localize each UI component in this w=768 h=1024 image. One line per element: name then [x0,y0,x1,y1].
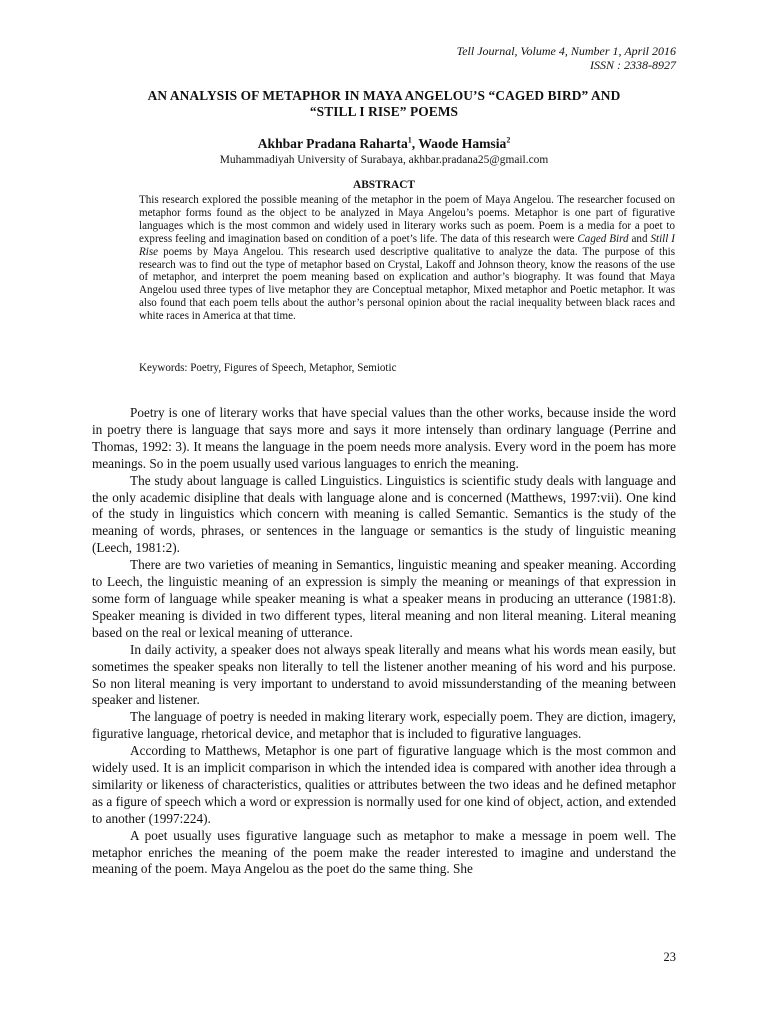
journal-citation: Tell Journal, Volume 4, Number 1, April 2016 [456,44,676,58]
running-header [457,44,676,72]
keywords: Keywords: Poetry, Figures of Speech, Metaphor, Semiotic [139,362,397,374]
title-line-2: “STILL I RISE” POEMS [309,104,459,119]
abstract-heading: ABSTRACT [352,179,416,191]
page-number: 23 [663,950,676,964]
author-list [92,136,676,152]
paragraph: There are two varieties of meaning in Semantics, linguistic meaning and speaker meaning. According to Leech, the linguistic meaning of an expression is simply the meaning or meanings of that expression in some form of language while speaker meaning is what a speaker means in producing an utterance (1981:8). Speaker meaning is divided in two different types, literal meaning and non literal meaning. Literal meaning based on the real or lexical meaning of utterance. [92,557,676,640]
issn: ISSN : 2338-8927 [590,58,676,72]
abstract-poem-title-1: Caged Bird [577,232,629,245]
body-text [92,405,676,878]
author-1: Akhbar Pradana Raharta [257,136,408,151]
title-line-1: AN ANALYSIS OF METAPHOR IN MAYA ANGELOU’S “CAGED BIRD” AND [147,88,621,103]
paragraph: Poetry is one of literary works that have special values than the other works, because inside the word in poetry there is language that says more and says it more intensely than ordinary language (Perrine and Thomas, 1992: 3). It means the language in the poem needs more analysis. Every word in the poem has more meanings. So in the poem usually used various languages to enrich the meaning. [92,405,676,471]
author-1-affiliation-mark: 1 [407,135,412,145]
author-2-affiliation-mark: 2 [506,135,511,145]
paragraph: In daily activity, a speaker does not always speak literally and means what his words mean easily, but sometimes the speaker speaks non literally to tell the listener another meaning of his word and his purpose. So non literal meaning is very important to understand to avoid missunderstanding of the meaning between speaker and listener. [92,641,676,708]
paragraph: A poet usually uses figurative language such as metaphor to make a message in poem well. The metaphor enriches the meaning of the poem make the reader interested to imagine and understand the meaning of the poem. Maya Angelou as the poet do the same thing. She [92,827,676,877]
paper-title [92,88,676,120]
abstract-and: and [628,232,651,245]
abstract-part-1: This research explored the possible meaning of the metaphor in the poem of Maya Angelou. The researcher focused on metaphor forms found as the object to be analyzed in Maya Angelou’s poems. Metaphor is one part of figurative languages which is the most common and widely used in literary works such as poem. Poem is a media for a poet to express feeling and imagination based on condition of a poet’s life. The data of this research were [139,194,675,245]
abstract-text [139,194,675,323]
author-2: Waode Hamsia [418,136,507,151]
author-separator: , [411,136,419,151]
abstract-part-2: poems by Maya Angelou. This research used descriptive qualitative to analyze the data. The purpose of this research was to find out the type of metaphor based on Crystal, Lakoff and Johnson theory, know the reasons of the use of metaphor, and interpret the poem meaning based on explication and author’s biography. It was found that Maya Angelou used three types of live metaphor they are Conceptual metaphor, Mixed metaphor and Poetic metaphor. It was also found that each poem tells about the author’s personal opinion about the racial inequality between black races and white races in America at that time. [139,245,675,323]
paragraph: The language of poetry is needed in making literary work, especially poem. They are diction, imagery, figurative language, rhetorical device, and metaphor that is included to figurative languages. [92,709,676,742]
abstract-poem-title-2: Still I Rise [139,232,675,258]
paragraph: The study about language is called Linguistics. Linguistics is scientific study deals with language and the only academic disipline that deals with language alone and is concerned (Matthews, 1997:vii). One kind of the study in linguistics which concern with meaning is called Semantic. Semantics is the study of the meaning of words, phrases, or sentences in the language or semantics is the study of linguistic meaning (Leech, 1981:2). [92,472,676,556]
affiliation: Muhammadiyah University of Surabaya, akhbar.pradana25@gmail.com [219,154,549,166]
paragraph: According to Matthews, Metaphor is one part of figurative language which is the most common and widely used. It is an implicit comparison in which the intended idea is compared with another idea through a similarity or likeness of characteristics, qualities or attributes between the two ideas and he defined metaphor as a figure of speech which a word or expression is normally used for one kind of object, action, and extended to another (1997:224). [92,743,676,826]
